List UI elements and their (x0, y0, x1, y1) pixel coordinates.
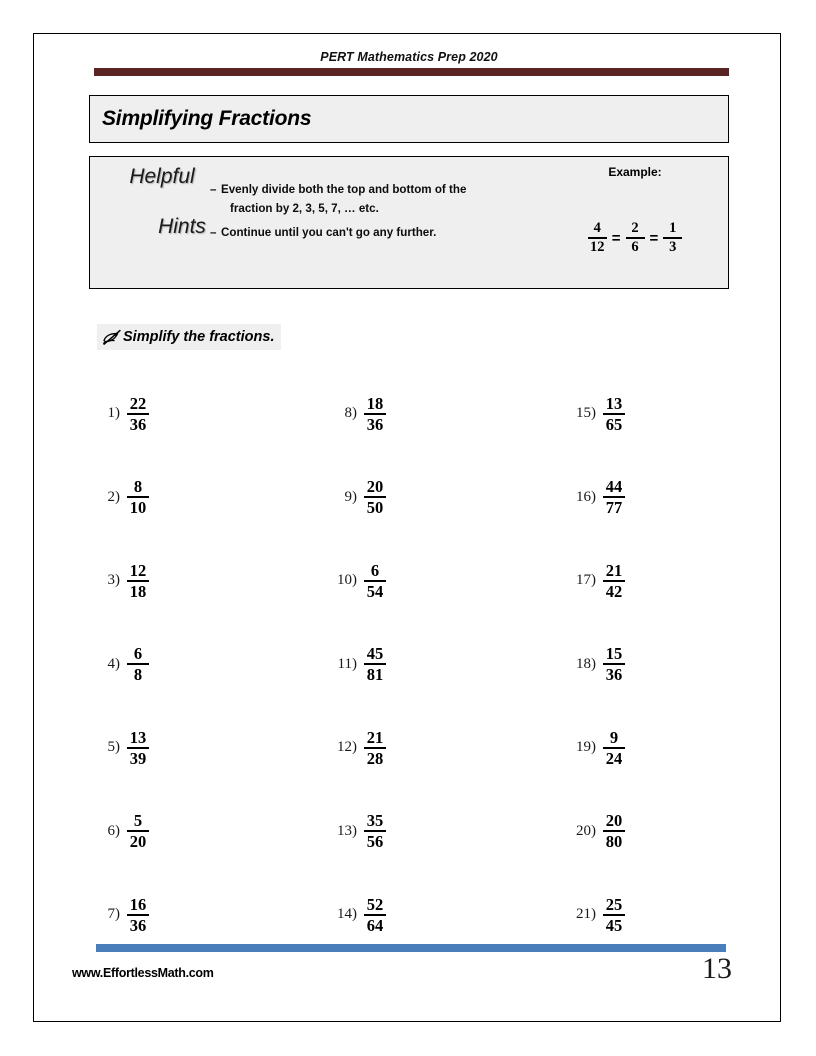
problem-fraction (364, 812, 386, 850)
numerator: 15 (605, 644, 623, 664)
denominator: 20 (129, 832, 147, 852)
problem-number: 6) (107, 822, 120, 839)
numerator: 18 (366, 393, 384, 413)
denominator: 65 (605, 414, 623, 434)
lesson-title-box (89, 95, 729, 143)
problem-fraction (603, 562, 625, 600)
problem-item[interactable] (97, 706, 312, 790)
numerator: 21 (366, 727, 384, 747)
problem-item[interactable] (569, 539, 784, 623)
problem-fraction (364, 562, 386, 600)
equals-sign-1: = (611, 229, 621, 247)
bullet-dash-icon: – (210, 226, 217, 239)
hints-label-line2: Hints (158, 215, 206, 238)
problem-number: 7) (107, 906, 120, 923)
numerator: 1 (669, 220, 677, 236)
problem-number: 10) (337, 572, 357, 589)
problem-number: 12) (337, 739, 357, 756)
example-fraction-1 (588, 221, 607, 255)
problem-fraction (364, 478, 386, 516)
problem-item[interactable] (97, 372, 312, 456)
helpful-hints-box (89, 156, 729, 289)
footer-rule (96, 944, 726, 952)
page-number: 13 (702, 952, 732, 985)
running-head: PERT Mathematics Prep 2020 (320, 50, 498, 64)
denominator: 3 (669, 238, 677, 255)
problem-fraction (127, 645, 149, 683)
numerator: 52 (366, 894, 384, 914)
problem-number: 17) (576, 572, 596, 589)
problem-fraction (603, 896, 625, 934)
problem-number: 3) (107, 572, 120, 589)
denominator: 54 (366, 581, 384, 601)
numerator: 2 (631, 220, 639, 236)
problem-fraction (127, 395, 149, 433)
problem-fraction (127, 729, 149, 767)
numerator: 25 (605, 894, 623, 914)
numerator: 44 (605, 477, 623, 497)
numerator: 6 (133, 644, 143, 664)
problem-number: 2) (107, 488, 120, 505)
example-fraction-2 (626, 221, 645, 255)
hints-label-line1: Helpful (129, 165, 195, 188)
example-label: Example: (608, 165, 662, 179)
problem-fraction (127, 562, 149, 600)
problem-item[interactable] (330, 372, 545, 456)
denominator: 77 (605, 498, 623, 518)
problem-item[interactable] (330, 790, 545, 874)
denominator: 36 (129, 414, 147, 434)
worksheet-page (33, 33, 781, 1022)
problem-number: 9) (344, 488, 357, 505)
problem-fraction (603, 729, 625, 767)
problem-fraction (364, 395, 386, 433)
example-area (550, 165, 720, 255)
problem-item[interactable] (569, 790, 784, 874)
problem-number: 5) (107, 739, 120, 756)
problem-item[interactable] (97, 790, 312, 874)
example-fraction-3 (663, 221, 682, 255)
problem-fraction (127, 896, 149, 934)
numerator: 45 (366, 644, 384, 664)
problem-item[interactable] (569, 372, 784, 456)
denominator: 42 (605, 581, 623, 601)
problem-fraction (603, 645, 625, 683)
hint-text-line1: Evenly divide both the top and bottom of the (221, 183, 467, 196)
problem-fraction (603, 812, 625, 850)
denominator: 28 (366, 748, 384, 768)
problem-number: 13) (337, 822, 357, 839)
numerator: 12 (129, 560, 147, 580)
problems-column-3 (545, 372, 784, 957)
denominator: 64 (366, 915, 384, 935)
problem-item[interactable] (97, 456, 312, 540)
example-equation (550, 221, 720, 255)
problem-fraction (364, 729, 386, 767)
problem-number: 14) (337, 906, 357, 923)
denominator: 18 (129, 581, 147, 601)
denominator: 10 (129, 498, 147, 518)
helpful-hints-label (90, 165, 230, 239)
problem-fraction (127, 478, 149, 516)
numerator: 8 (133, 477, 143, 497)
numerator: 21 (605, 560, 623, 580)
problem-item[interactable] (330, 456, 545, 540)
denominator: 8 (133, 665, 143, 685)
denominator: 6 (631, 238, 639, 255)
denominator: 36 (129, 915, 147, 935)
footer-website[interactable]: www.EffortlessMath.com (72, 966, 214, 980)
hint-bullet (210, 180, 540, 218)
problems-column-1 (89, 372, 312, 957)
problem-number: 20) (576, 822, 596, 839)
problem-item[interactable] (569, 623, 784, 707)
numerator: 6 (370, 560, 380, 580)
hint-text (221, 223, 540, 242)
problem-number: 16) (576, 488, 596, 505)
bullet-dash-icon: – (210, 183, 217, 196)
hints-list (210, 180, 540, 242)
problem-fraction (364, 896, 386, 934)
numerator: 20 (605, 811, 623, 831)
hint-text (221, 180, 540, 218)
numerator: 22 (129, 393, 147, 413)
denominator: 81 (366, 665, 384, 685)
hint-bullet (210, 223, 540, 242)
numerator: 4 (593, 220, 601, 236)
problem-number: 18) (576, 655, 596, 672)
problem-item[interactable] (330, 623, 545, 707)
quill-pen-icon (101, 327, 123, 347)
hint-text-line2: fraction by 2, 3, 5, 7, … etc. (230, 202, 379, 215)
denominator: 80 (605, 832, 623, 852)
instruction-text: Simplify the fractions. (123, 329, 275, 345)
problem-number: 21) (576, 906, 596, 923)
problems-grid (89, 372, 734, 957)
problem-number: 8) (344, 405, 357, 422)
problem-number: 4) (107, 655, 120, 672)
header-rule (94, 68, 729, 76)
denominator: 24 (605, 748, 623, 768)
page-title: Simplifying Fractions (102, 107, 312, 130)
problem-item[interactable] (97, 623, 312, 707)
problem-fraction (364, 645, 386, 683)
numerator: 20 (366, 477, 384, 497)
numerator: 5 (133, 811, 143, 831)
denominator: 36 (366, 414, 384, 434)
numerator: 9 (609, 727, 619, 747)
problem-item[interactable] (569, 706, 784, 790)
equals-sign-2: = (649, 229, 659, 247)
denominator: 45 (605, 915, 623, 935)
problem-number: 11) (337, 655, 357, 672)
denominator: 12 (589, 238, 605, 255)
instruction-strip (97, 324, 281, 350)
numerator: 13 (129, 727, 147, 747)
denominator: 56 (366, 832, 384, 852)
denominator: 50 (366, 498, 384, 518)
numerator: 35 (366, 811, 384, 831)
numerator: 13 (605, 393, 623, 413)
problem-item[interactable] (330, 539, 545, 623)
problem-item[interactable] (569, 456, 784, 540)
problem-number: 1) (107, 405, 120, 422)
denominator: 36 (605, 665, 623, 685)
problems-column-2 (312, 372, 545, 957)
denominator: 39 (129, 748, 147, 768)
problem-item[interactable] (330, 706, 545, 790)
problem-fraction (603, 395, 625, 433)
problem-item[interactable] (97, 539, 312, 623)
numerator: 16 (129, 894, 147, 914)
hint-text-line1: Continue until you can't go any further. (221, 226, 437, 239)
problem-number: 19) (576, 739, 596, 756)
problem-fraction (127, 812, 149, 850)
problem-number: 15) (576, 405, 596, 422)
problem-fraction (603, 478, 625, 516)
